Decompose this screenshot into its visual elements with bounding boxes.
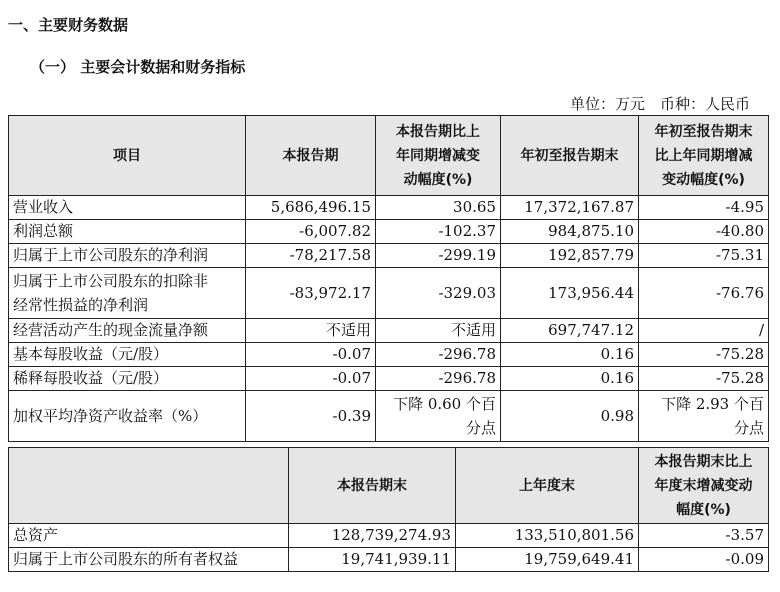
cell-line: 下降 0.60 个百 bbox=[393, 395, 496, 413]
cell-ytd-change: -75.28 bbox=[639, 343, 769, 367]
balance-data-table bbox=[8, 447, 769, 572]
cell-ytd: 173,956.44 bbox=[501, 268, 639, 319]
cell-change: -296.78 bbox=[376, 367, 501, 391]
cell-change: -329.03 bbox=[376, 268, 501, 319]
cell-current: -0.39 bbox=[246, 391, 376, 442]
row-label: 经营活动产生的现金流量净额 bbox=[9, 319, 246, 343]
table-row bbox=[9, 196, 769, 220]
cell-ytd-change: -75.28 bbox=[639, 367, 769, 391]
cell-current: 不适用 bbox=[246, 319, 376, 343]
cell-ytd-change: -40.80 bbox=[639, 220, 769, 244]
table-row bbox=[9, 268, 769, 319]
cell-ytd-change: -4.95 bbox=[639, 196, 769, 220]
cell-change: 30.65 bbox=[376, 196, 501, 220]
header-line: 动幅度(%) bbox=[403, 171, 473, 188]
header-ytd-change bbox=[639, 116, 769, 196]
cell-ytd: 17,372,167.87 bbox=[501, 196, 639, 220]
cell-ytd-change: -76.76 bbox=[639, 268, 769, 319]
cell-change: 不适用 bbox=[376, 319, 501, 343]
row-label: 基本每股收益（元/股） bbox=[9, 343, 246, 367]
header-line: 年初至报告期末 bbox=[654, 123, 753, 140]
row-label: 稀释每股收益（元/股） bbox=[9, 367, 246, 391]
header-line: 本报告期末比上 bbox=[654, 453, 753, 470]
cell-change: -296.78 bbox=[376, 343, 501, 367]
cell-ytd-change: -75.31 bbox=[639, 244, 769, 268]
cell-current: -83,972.17 bbox=[246, 268, 376, 319]
table-row bbox=[9, 524, 769, 548]
header-line: 年同期增减变 bbox=[396, 147, 480, 164]
cell-ytd-change: / bbox=[639, 319, 769, 343]
cell-period-end: 128,739,274.93 bbox=[289, 524, 456, 548]
table-header-row bbox=[9, 448, 769, 524]
cell-ytd: 697,747.12 bbox=[501, 319, 639, 343]
cell-line: 下降 2.93 个百 bbox=[661, 395, 764, 413]
row-label: 归属于上市公司股东的所有者权益 bbox=[9, 548, 289, 572]
row-label: 归属于上市公司股东的净利润 bbox=[9, 244, 246, 268]
row-label: 总资产 bbox=[9, 524, 289, 548]
table-row bbox=[9, 367, 769, 391]
row-label-line: 经常性损益的净利润 bbox=[13, 296, 149, 314]
cell-current: -0.07 bbox=[246, 343, 376, 367]
cell-change bbox=[376, 391, 501, 442]
section-heading: 一、主要财务数据 bbox=[8, 16, 129, 34]
cell-current: 5,686,496.15 bbox=[246, 196, 376, 220]
cell-current: -0.07 bbox=[246, 367, 376, 391]
cell-ytd: 0.16 bbox=[501, 367, 639, 391]
key-accounting-data-table bbox=[8, 115, 769, 442]
subsection-heading: （一） 主要会计数据和财务指标 bbox=[30, 58, 246, 76]
header-ytd: 年初至报告期末 bbox=[501, 116, 639, 196]
cell-prior-year-end: 19,759,649.41 bbox=[456, 548, 639, 572]
cell-prior-year-end: 133,510,801.56 bbox=[456, 524, 639, 548]
header-line: 年度末增减变动 bbox=[654, 477, 753, 494]
cell-ytd-change bbox=[639, 391, 769, 442]
cell-ytd: 984,875.10 bbox=[501, 220, 639, 244]
header-blank bbox=[9, 448, 289, 524]
cell-change: -102.37 bbox=[376, 220, 501, 244]
table-row bbox=[9, 244, 769, 268]
table-row bbox=[9, 391, 769, 442]
row-label: 营业收入 bbox=[9, 196, 246, 220]
header-item: 项目 bbox=[9, 116, 246, 196]
row-label: 利润总额 bbox=[9, 220, 246, 244]
cell-line: 分点 bbox=[465, 419, 496, 437]
table-header-row bbox=[9, 116, 769, 196]
cell-ytd: 0.16 bbox=[501, 343, 639, 367]
cell-change: -3.57 bbox=[639, 524, 769, 548]
unit-currency-note: 单位：万元 币种：人民币 bbox=[569, 95, 750, 113]
row-label: 加权平均净资产收益率（%） bbox=[9, 391, 246, 442]
cell-period-end: 19,741,939.11 bbox=[289, 548, 456, 572]
cell-line: 分点 bbox=[733, 419, 764, 437]
cell-ytd: 192,857.79 bbox=[501, 244, 639, 268]
cell-current: -6,007.82 bbox=[246, 220, 376, 244]
table-row bbox=[9, 548, 769, 572]
header-current-period: 本报告期 bbox=[246, 116, 376, 196]
header-line: 比上年同期增减 bbox=[654, 147, 753, 164]
header-line: 幅度(%) bbox=[676, 501, 731, 518]
row-label-line: 归属于上市公司股东的扣除非 bbox=[13, 272, 209, 290]
header-change bbox=[639, 448, 769, 524]
cell-ytd: 0.98 bbox=[501, 391, 639, 442]
cell-current: -78,217.58 bbox=[246, 244, 376, 268]
row-label bbox=[9, 268, 246, 319]
header-line: 变动幅度(%) bbox=[662, 171, 745, 188]
header-prior-year-end: 上年度末 bbox=[456, 448, 639, 524]
cell-change: -299.19 bbox=[376, 244, 501, 268]
header-line: 本报告期比上 bbox=[396, 123, 480, 140]
header-period-change bbox=[376, 116, 501, 196]
cell-change: -0.09 bbox=[639, 548, 769, 572]
header-period-end: 本报告期末 bbox=[289, 448, 456, 524]
table-row bbox=[9, 220, 769, 244]
table-row bbox=[9, 343, 769, 367]
table-row bbox=[9, 319, 769, 343]
